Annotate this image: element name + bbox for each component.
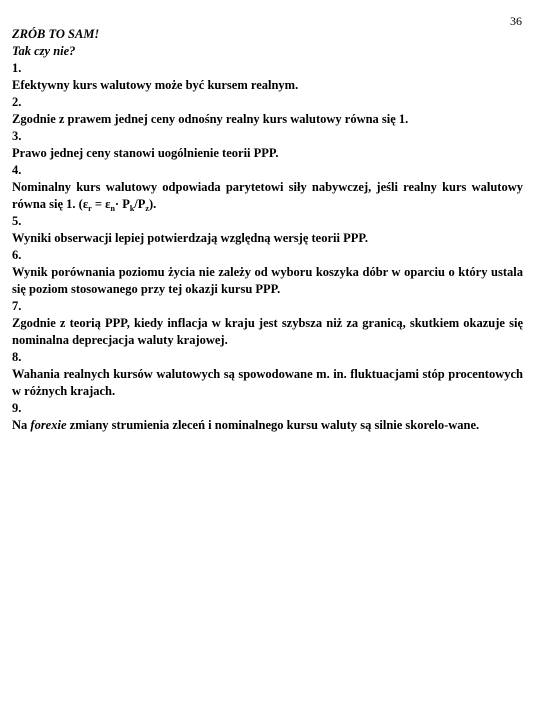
item-text-9-lead: Na	[12, 418, 31, 432]
page-heading: ZRÓB TO SAM!	[12, 27, 100, 41]
item-number-2: 2.	[12, 95, 22, 109]
item-text-4-tail: ).	[148, 197, 157, 211]
item-number-9: 9.	[12, 401, 22, 415]
item-text-6: Wynik porównania poziomu życia nie zależy od wyboru koszyka dóbr w oparciu o który ustala się poziom stosowanego przy tej okazji kursu PPP.	[12, 265, 523, 296]
document-body	[12, 26, 523, 434]
item-text-4-lead: Nominalny kurs walutowy odpowiada parytetowi siły nabywczej, jeśli realny kurs walutowy równa się 1. (	[12, 180, 523, 211]
formula-dot-p: · P	[114, 197, 130, 211]
item-text-7: Zgodnie z teorią PPP, kiedy inflacja w kraju jest szybsza niż za granicą, skutkiem okazuje się nominalna deprecjacja waluty krajowej.	[12, 316, 523, 347]
item-text-9-tail: zmiany strumienia zleceń i nominalnego kursu waluty są silnie skorelo-wane.	[66, 418, 480, 432]
formula	[83, 197, 149, 211]
item-number-3: 3.	[12, 129, 22, 143]
item-text-4	[12, 179, 523, 213]
formula-equals: =	[91, 197, 106, 211]
formula-sub-k: k	[129, 204, 135, 213]
page-subheading: Tak czy nie?	[12, 44, 76, 58]
formula-sub-z: z	[145, 204, 149, 213]
item-number-8: 8.	[12, 350, 22, 364]
formula-sub-r: r	[88, 204, 92, 213]
item-text-8: Wahania realnych kursów walutowych są spowodowane m. in. fluktuacjami stóp procentowych w różnych krajach.	[12, 367, 523, 398]
item-number-1: 1.	[12, 61, 22, 75]
formula-eps-r: ε	[82, 197, 89, 211]
item-number-4: 4.	[12, 163, 22, 177]
item-number-5: 5.	[12, 214, 22, 228]
item-text-3: Prawo jednej ceny stanowi uogólnienie teorii PPP.	[12, 146, 279, 160]
item-text-9	[12, 417, 523, 434]
item-text-1: Efektywny kurs walutowy może być kursem realnym.	[12, 78, 299, 92]
formula-slash-p: /P	[134, 197, 146, 211]
item-text-9-italic: forexie	[30, 418, 67, 432]
item-number-7: 7.	[12, 299, 22, 313]
item-text-5: Wyniki obserwacji lepiej potwierdzają względną wersję teorii PPP.	[12, 231, 368, 245]
page-number: 36	[510, 14, 522, 28]
item-number-6: 6.	[12, 248, 22, 262]
formula-eps-n: ε	[105, 197, 111, 211]
formula-sub-n: n	[110, 204, 115, 213]
item-text-2: Zgodnie z prawem jednej ceny odnośny realny kurs walutowy równa się 1.	[12, 112, 409, 126]
